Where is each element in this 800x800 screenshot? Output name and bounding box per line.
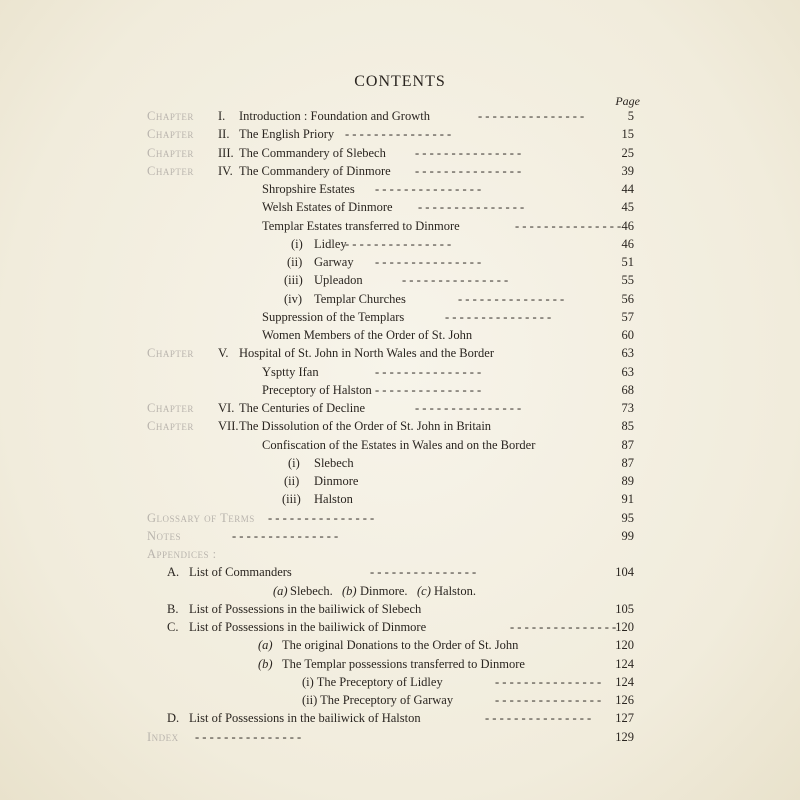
toc-entry — [0, 600, 800, 618]
toc-page-number: 51 — [621, 255, 634, 269]
dash-leader: - - - - - - - - - - - - - - - — [495, 693, 602, 707]
dash-leader: - - - - - - - - - - - - - - - — [370, 565, 477, 580]
toc-page-number: 5 — [627, 109, 634, 123]
toc-page-number: 124 — [615, 674, 634, 689]
toc-number: (i) — [288, 455, 300, 470]
toc-title: The Centuries of Decline — [239, 401, 365, 415]
toc-entry — [0, 381, 800, 399]
toc-page-number: 46 — [621, 218, 634, 233]
toc-page-number: 68 — [621, 382, 634, 397]
toc-label: Chapter — [147, 127, 194, 142]
toc-number: VI. — [218, 401, 235, 415]
toc-label: Chapter — [147, 163, 194, 178]
toc-number: IV. — [218, 163, 233, 178]
toc-entry — [0, 344, 800, 362]
dash-leader: - - - - - - - - - - - - - - - — [510, 620, 617, 634]
page-title: CONTENTS — [354, 73, 446, 90]
toc-label: Chapter — [147, 145, 194, 160]
toc-page-number: 120 — [615, 638, 634, 653]
toc-label: Chapter — [147, 109, 194, 123]
toc-entry — [0, 308, 800, 326]
toc-entry — [0, 472, 800, 490]
dash-leader: - - - - - - - - - - - - - - - — [232, 528, 339, 543]
toc-title: The Dissolution of the Order of St. John in Britain — [239, 419, 492, 434]
toc-label: Glossary of Terms — [147, 510, 255, 525]
dash-leader: - - - - - - - - - - - - - - - — [375, 382, 482, 397]
toc-entry — [0, 673, 800, 691]
toc-entry — [0, 490, 800, 508]
toc-page-number: 46 — [621, 236, 634, 251]
toc-entry — [0, 144, 800, 162]
toc-entry — [0, 527, 800, 545]
toc-page-number: 73 — [621, 401, 634, 415]
toc-title: Slebech — [314, 455, 354, 470]
toc-entry — [0, 217, 800, 235]
dash-leader: - - - - - - - - - - - - - - - — [478, 109, 585, 123]
sub-item-text: Halston. — [434, 583, 477, 598]
toc-number: I. — [218, 109, 226, 123]
toc-title: The English Priory — [239, 127, 335, 142]
toc-entry — [0, 399, 800, 417]
toc-entry — [0, 636, 800, 654]
toc-entry — [0, 709, 800, 727]
dash-leader: - - - - - - - - - - - - - - - — [268, 510, 375, 525]
toc-entry — [0, 235, 800, 253]
toc-number: (ii) — [284, 474, 300, 488]
toc-title: The Commandery of Slebech — [239, 145, 386, 160]
toc-number: C. — [167, 620, 179, 634]
toc-title: List of Commanders — [189, 565, 292, 580]
toc-page-number: 44 — [621, 182, 634, 196]
toc-entry — [0, 655, 800, 673]
toc-title: Women Members of the Order of St. John — [262, 328, 473, 342]
toc-entry — [0, 545, 800, 563]
toc-title: Introduction : Foundation and Growth — [239, 109, 430, 123]
toc-title: Halston — [314, 492, 353, 507]
toc-label: Chapter — [147, 346, 194, 361]
toc-title: List of Possessions in the bailiwick of Dinmore — [189, 620, 427, 634]
toc-title: Lidley — [314, 236, 347, 251]
toc-page-number: 126 — [615, 693, 634, 707]
toc-number: (i) — [291, 236, 303, 251]
toc-page-number: 95 — [621, 510, 634, 525]
toc-entry — [0, 198, 800, 216]
dash-leader: - - - - - - - - - - - - - - - — [195, 729, 302, 744]
toc-page-number: 63 — [621, 346, 634, 361]
toc-number: (b) — [258, 656, 273, 671]
sub-item-marker: (b) — [342, 583, 357, 598]
toc-number: D. — [167, 711, 180, 726]
toc-page-number: 25 — [621, 145, 634, 160]
sub-item-text: Dinmore. — [360, 583, 408, 598]
toc-entry — [0, 290, 800, 308]
toc-number: (iv) — [284, 291, 303, 306]
toc-page-number: 129 — [615, 729, 634, 744]
dash-leader: - - - - - - - - - - - - - - - — [375, 182, 482, 196]
dash-leader: - - - - - - - - - - - - - - - — [415, 163, 522, 178]
toc-label: Chapter — [147, 419, 194, 434]
dash-leader: - - - - - - - - - - - - - - - — [415, 145, 522, 160]
toc-page-number: 99 — [621, 528, 634, 543]
toc-title: Ysptty Ifan — [262, 364, 319, 379]
toc-number: A. — [167, 565, 180, 580]
toc-page-number: 124 — [615, 656, 634, 671]
toc-entry — [0, 107, 800, 125]
toc-number: II. — [218, 127, 230, 142]
toc-entry — [0, 162, 800, 180]
toc-page-number: 87 — [621, 455, 634, 470]
toc-page-number: 55 — [621, 273, 634, 288]
toc-page-number: 45 — [621, 200, 634, 215]
toc-title: List of Possessions in the bailiwick of Slebech — [189, 601, 422, 616]
toc-title: (ii) The Preceptory of Garway — [302, 693, 454, 707]
toc-label: Index — [147, 729, 179, 744]
toc-entry — [0, 326, 800, 344]
toc-page-number: 56 — [621, 291, 634, 306]
toc-number: VII. — [218, 419, 239, 434]
toc-entry — [0, 180, 800, 198]
dash-leader: - - - - - - - - - - - - - - - — [402, 273, 509, 288]
toc-page-number: 57 — [621, 309, 634, 324]
toc-page-number: 105 — [615, 601, 634, 616]
dash-leader: - - - - - - - - - - - - - - - — [458, 291, 565, 306]
toc-number: V. — [218, 346, 229, 361]
dash-leader: - - - - - - - - - - - - - - - — [375, 364, 482, 379]
toc-title: Preceptory of Halston — [262, 382, 372, 397]
toc-entry — [0, 563, 800, 581]
sub-item-marker: (a) — [273, 583, 288, 598]
toc-label: Notes — [147, 528, 182, 543]
toc-page-number: 127 — [615, 711, 634, 726]
toc-entry — [0, 125, 800, 143]
toc-entry — [0, 582, 800, 600]
toc-entry — [0, 618, 800, 636]
toc-page-number: 63 — [621, 364, 634, 379]
toc-entry — [0, 436, 800, 454]
toc-page-number: 87 — [621, 437, 634, 452]
toc-page-number: 15 — [621, 127, 634, 142]
toc-entry — [0, 454, 800, 472]
dash-leader: - - - - - - - - - - - - - - - — [495, 674, 602, 689]
toc-page-number: 104 — [615, 565, 634, 580]
toc-page-number: 91 — [621, 492, 634, 507]
toc-entry — [0, 691, 800, 709]
toc-title: Templar Churches — [314, 291, 406, 306]
toc-page-number: 39 — [621, 163, 634, 178]
dash-leader: - - - - - - - - - - - - - - - — [515, 218, 622, 233]
toc-title: Garway — [314, 255, 354, 269]
dash-leader: - - - - - - - - - - - - - - - — [375, 255, 482, 269]
toc-title: Templar Estates transferred to Dinmore — [262, 218, 460, 233]
toc-title: The Commandery of Dinmore — [239, 163, 391, 178]
toc-title: Welsh Estates of Dinmore — [262, 200, 393, 215]
toc-title: Confiscation of the Estates in Wales and on the Border — [262, 437, 536, 452]
dash-leader: - - - - - - - - - - - - - - - — [485, 711, 592, 726]
toc-title: Shropshire Estates — [262, 182, 355, 196]
dash-leader: - - - - - - - - - - - - - - - — [418, 200, 525, 215]
toc-title: The Templar possessions transferred to Dinmore — [282, 656, 525, 671]
dash-leader: - - - - - - - - - - - - - - - — [345, 127, 452, 142]
toc-entry — [0, 509, 800, 527]
toc-number: (iii) — [282, 492, 301, 507]
toc-label: Chapter — [147, 401, 194, 415]
toc-title: List of Possessions in the bailiwick of Halston — [189, 711, 421, 726]
toc-number: (ii) — [287, 255, 303, 269]
toc-title: Upleadon — [314, 273, 363, 288]
toc-page-number: 85 — [621, 419, 634, 434]
toc-title: (i) The Preceptory of Lidley — [302, 674, 443, 689]
toc-entry — [0, 253, 800, 271]
toc-number: B. — [167, 601, 179, 616]
toc-number: III. — [218, 145, 234, 160]
toc-page-number: 60 — [621, 328, 634, 342]
dash-leader: - - - - - - - - - - - - - - - — [345, 236, 452, 251]
toc-entry — [0, 417, 800, 435]
toc-page-number: 120 — [615, 620, 634, 634]
toc-entry — [0, 271, 800, 289]
toc-entry — [0, 363, 800, 381]
toc-title: Hospital of St. John in North Wales and the Border — [239, 346, 494, 361]
dash-leader: - - - - - - - - - - - - - - - — [415, 401, 522, 415]
toc-number: (iii) — [284, 273, 303, 288]
sub-item-marker: (c) — [417, 583, 431, 598]
sub-item-text: Slebech. — [290, 583, 333, 598]
toc-title: Dinmore — [314, 474, 359, 488]
toc-label: Appendices : — [147, 547, 217, 561]
toc-number: (a) — [258, 638, 273, 653]
toc-title: Suppression of the Templars — [262, 309, 405, 324]
toc-page-number: 89 — [621, 474, 634, 488]
dash-leader: - - - - - - - - - - - - - - - — [445, 309, 552, 324]
toc-entry — [0, 728, 800, 746]
toc-title: The original Donations to the Order of St. John — [282, 638, 519, 653]
page-column-header: Page — [615, 94, 640, 108]
